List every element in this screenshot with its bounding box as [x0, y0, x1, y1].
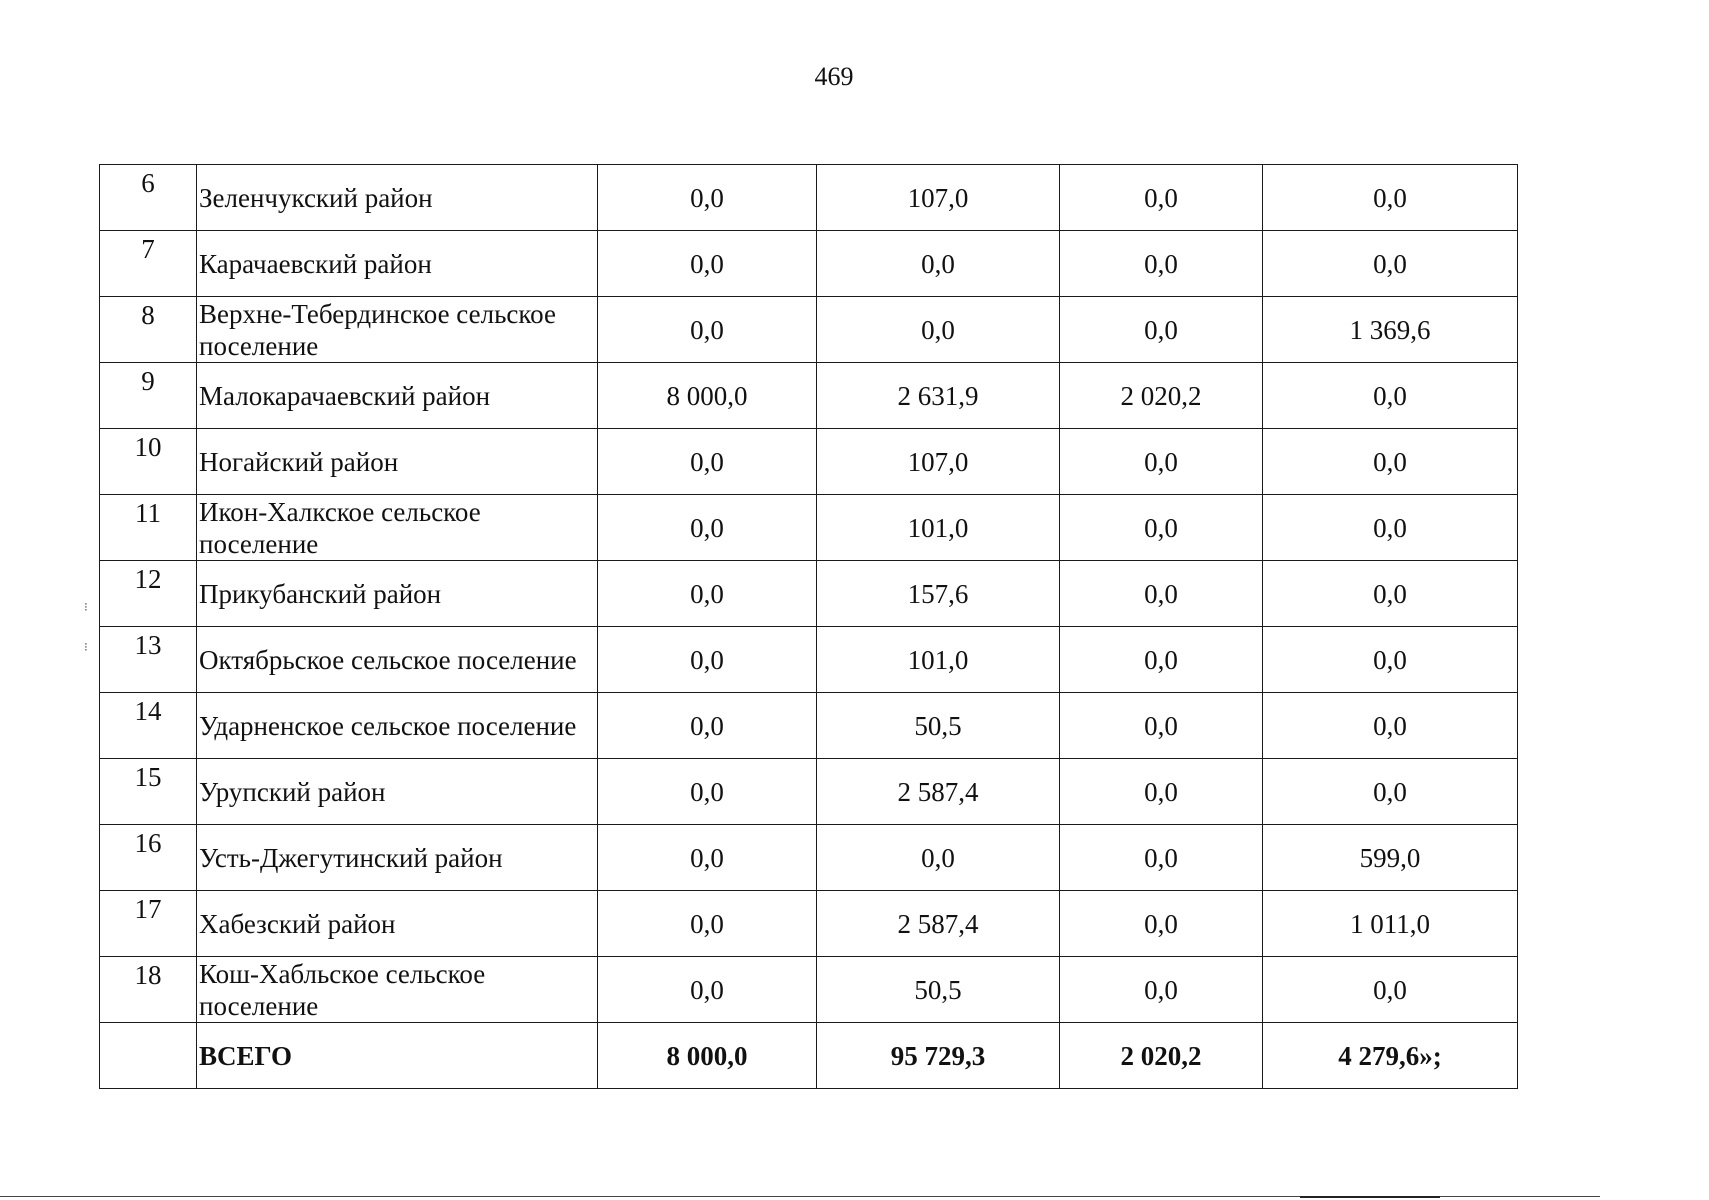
row-number: 18	[100, 957, 197, 1023]
table-row	[100, 891, 1518, 957]
table-row	[100, 231, 1518, 297]
row-value-4: 0,0	[1263, 561, 1518, 627]
row-value-1: 8 000,0	[598, 363, 817, 429]
total-row	[100, 1023, 1518, 1089]
row-value-1: 0,0	[598, 627, 817, 693]
row-value-3: 0,0	[1060, 561, 1263, 627]
row-name: Карачаевский район	[197, 231, 598, 297]
row-number: 15	[100, 759, 197, 825]
row-value-4: 599,0	[1263, 825, 1518, 891]
row-value-4: 0,0	[1263, 165, 1518, 231]
row-value-1: 0,0	[598, 231, 817, 297]
row-value-4: 0,0	[1263, 429, 1518, 495]
row-value-4: 1 369,6	[1263, 297, 1518, 363]
row-number: 11	[100, 495, 197, 561]
row-name: Ногайский район	[197, 429, 598, 495]
row-number: 7	[100, 231, 197, 297]
row-value-1: 0,0	[598, 561, 817, 627]
row-value-2: 101,0	[817, 495, 1060, 561]
row-name: Малокарачаевский район	[197, 363, 598, 429]
row-name: Хабезский район	[197, 891, 598, 957]
row-number: 16	[100, 825, 197, 891]
row-value-1: 0,0	[598, 495, 817, 561]
row-value-3: 0,0	[1060, 693, 1263, 759]
row-name: Усть-Джегутинский район	[197, 825, 598, 891]
row-value-4: 0,0	[1263, 363, 1518, 429]
row-value-1: 0,0	[598, 891, 817, 957]
row-value-2: 157,6	[817, 561, 1060, 627]
row-value-2: 50,5	[817, 957, 1060, 1023]
row-value-3: 0,0	[1060, 759, 1263, 825]
row-value-1: 0,0	[598, 759, 817, 825]
row-number: 10	[100, 429, 197, 495]
row-value-4: 0,0	[1263, 693, 1518, 759]
row-name: Зеленчукский район	[197, 165, 598, 231]
row-name: Прикубанский район	[197, 561, 598, 627]
row-value-3: 0,0	[1060, 297, 1263, 363]
row-value-3: 0,0	[1060, 495, 1263, 561]
row-value-2: 0,0	[817, 231, 1060, 297]
row-name: Икон-Халкское сельское поселение	[197, 495, 598, 561]
row-value-1: 0,0	[598, 693, 817, 759]
row-number: 14	[100, 693, 197, 759]
row-number: 6	[100, 165, 197, 231]
row-value-4: 0,0	[1263, 627, 1518, 693]
total-label: ВСЕГО	[197, 1023, 598, 1089]
table-row	[100, 825, 1518, 891]
table-row	[100, 693, 1518, 759]
row-value-3: 0,0	[1060, 429, 1263, 495]
row-name: Октябрьское сельское поселение	[197, 627, 598, 693]
row-value-2: 2 587,4	[817, 891, 1060, 957]
table-row	[100, 363, 1518, 429]
row-value-3: 0,0	[1060, 627, 1263, 693]
row-value-3: 0,0	[1060, 891, 1263, 957]
scan-artifact: ⁝	[84, 640, 88, 654]
total-v3: 2 020,2	[1060, 1023, 1263, 1089]
row-value-1: 0,0	[598, 165, 817, 231]
page-number: 469	[814, 62, 854, 91]
total-v2: 95 729,3	[817, 1023, 1060, 1089]
row-value-2: 107,0	[817, 429, 1060, 495]
row-value-1: 0,0	[598, 825, 817, 891]
row-value-4: 0,0	[1263, 759, 1518, 825]
row-value-2: 2 631,9	[817, 363, 1060, 429]
row-value-2: 50,5	[817, 693, 1060, 759]
row-value-4: 0,0	[1263, 957, 1518, 1023]
total-v1: 8 000,0	[598, 1023, 817, 1089]
row-value-1: 0,0	[598, 429, 817, 495]
table-row	[100, 165, 1518, 231]
row-value-2: 107,0	[817, 165, 1060, 231]
row-value-1: 0,0	[598, 297, 817, 363]
row-number: 9	[100, 363, 197, 429]
row-value-4: 0,0	[1263, 495, 1518, 561]
table-body	[100, 165, 1518, 1023]
row-value-3: 2 020,2	[1060, 363, 1263, 429]
row-value-4: 0,0	[1263, 231, 1518, 297]
total-num-cell	[100, 1023, 197, 1089]
row-value-4: 1 011,0	[1263, 891, 1518, 957]
row-name: Кош-Хабльское сельское поселение	[197, 957, 598, 1023]
table-row	[100, 957, 1518, 1023]
row-value-3: 0,0	[1060, 231, 1263, 297]
row-number: 13	[100, 627, 197, 693]
row-number: 17	[100, 891, 197, 957]
row-value-2: 2 587,4	[817, 759, 1060, 825]
row-name: Верхне-Тебердинское сельское поселение	[197, 297, 598, 363]
row-value-1: 0,0	[598, 957, 817, 1023]
row-number: 8	[100, 297, 197, 363]
row-name: Урупский район	[197, 759, 598, 825]
row-value-2: 101,0	[817, 627, 1060, 693]
row-value-3: 0,0	[1060, 165, 1263, 231]
row-value-3: 0,0	[1060, 957, 1263, 1023]
table-row	[100, 627, 1518, 693]
row-value-2: 0,0	[817, 825, 1060, 891]
row-value-3: 0,0	[1060, 825, 1263, 891]
row-number: 12	[100, 561, 197, 627]
table-row	[100, 297, 1518, 363]
table-row	[100, 561, 1518, 627]
table-row	[100, 429, 1518, 495]
table-row	[100, 495, 1518, 561]
row-name: Ударненское сельское поселение	[197, 693, 598, 759]
total-v4: 4 279,6»;	[1263, 1023, 1518, 1089]
scan-edge-line-right	[1300, 1196, 1440, 1198]
scan-artifact: ⁝	[84, 600, 88, 614]
row-value-2: 0,0	[817, 297, 1060, 363]
allocation-table	[99, 164, 1518, 1089]
table-row	[100, 759, 1518, 825]
